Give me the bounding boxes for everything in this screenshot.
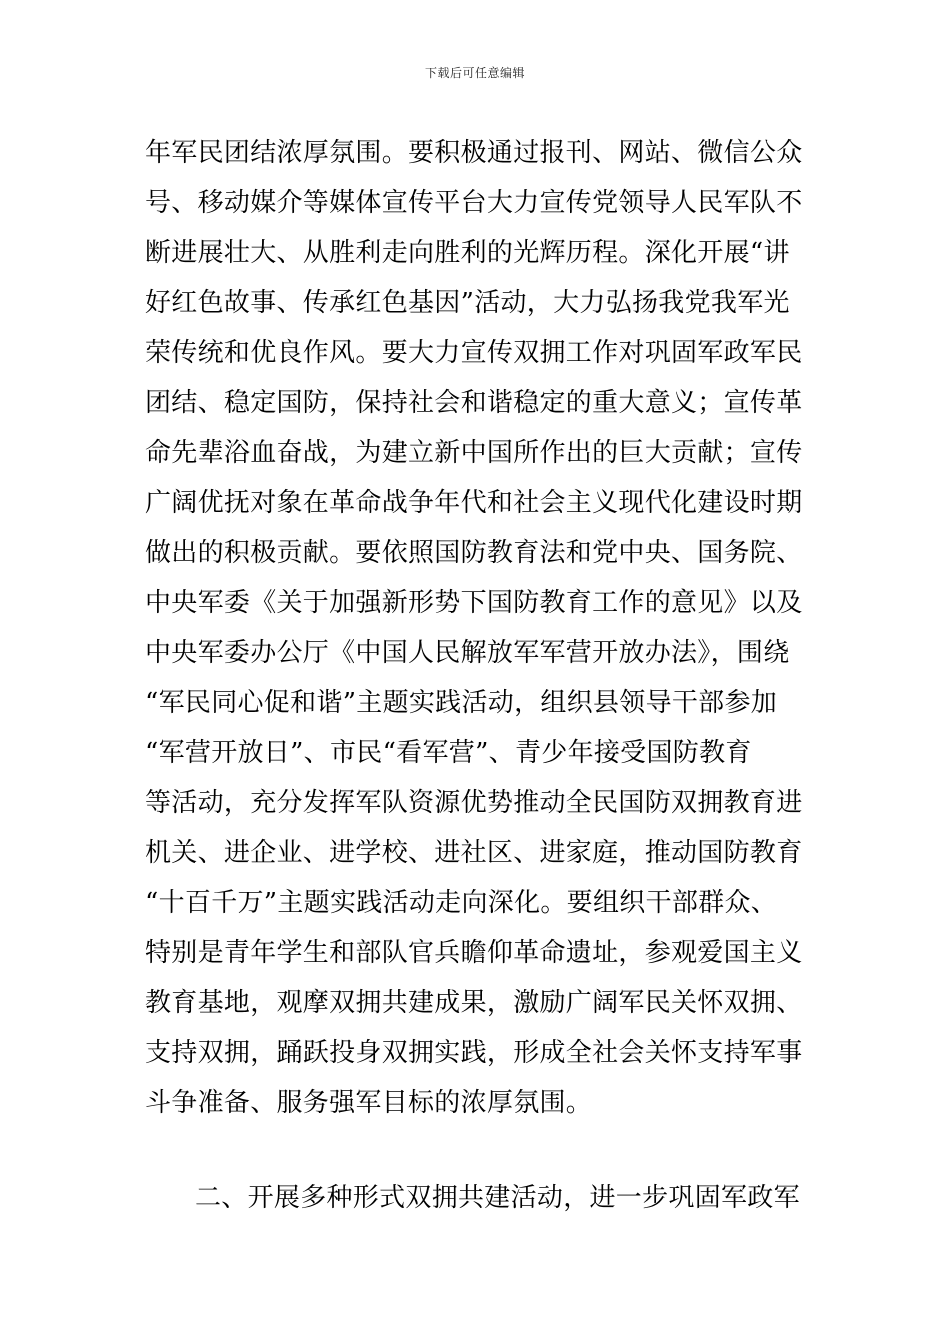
page-header: 下载后可任意编辑 [424, 66, 525, 80]
text-line: 号、移动媒介等媒体宣传平台大力宣传党领导人民军队不 [145, 188, 803, 218]
text-line: 年军民团结浓厚氛围。要积极通过报刊、网站、微信公众 [145, 138, 803, 168]
text-line: 教育基地，观摩双拥共建成果，激励广阔军民关怀双拥、 [145, 988, 803, 1018]
text-line: 荣传统和优良作风。要大力宣传双拥工作对巩固军政军民 [145, 338, 803, 368]
text-line: 特别是青年学生和部队官兵瞻仰革命遗址，参观爱国主义 [145, 938, 803, 968]
text-line: 命先辈浴血奋战，为建立新中国所作出的巨大贡献；宣传 [145, 438, 803, 468]
text-line: 广阔优抚对象在革命战争年代和社会主义现代化建设时期 [145, 488, 803, 518]
body-paragraph [145, 128, 805, 1128]
text-line: 斗争准备、服务强军目标的浓厚氛围。 [145, 1088, 593, 1118]
section-heading: 二、开展多种形式双拥共建活动，进一步巩固军政军 [195, 1183, 800, 1213]
text-line: 团结、稳定国防，保持社会和谐稳定的重大意义；宣传革 [145, 388, 803, 418]
text-line: 等活动，充分发挥军队资源优势推动全民国防双拥教育进 [145, 788, 803, 818]
text-line: 做出的积极贡献。要依照国防教育法和党中央、国务院、 [145, 538, 803, 568]
text-line: 支持双拥，踊跃投身双拥实践，形成全社会关怀支持军事 [145, 1038, 803, 1068]
text-line: 中央军委《关于加强新形势下国防教育工作的意见》以及 [145, 588, 803, 618]
text-line: “十百千万”主题实践活动走向深化。要组织干部群众、 [145, 888, 778, 918]
text-line: “军民同心促和谐”主题实践活动，组织县领导干部参加 [145, 688, 778, 718]
text-line: 断进展壮大、从胜利走向胜利的光辉历程。深化开展“讲 [145, 238, 790, 268]
text-line: “军营开放日”、市民“看军营”、青少年接受国防教育 [145, 738, 752, 768]
text-line: 好红色故事、传承红色基因”活动，大力弘扬我党我军光 [145, 288, 790, 318]
text-line: 中央军委办公厅《中国人民解放军军营开放办法》，围绕 [145, 638, 790, 668]
text-line: 机关、进企业、进学校、进社区、进家庭，推动国防教育 [145, 838, 803, 868]
